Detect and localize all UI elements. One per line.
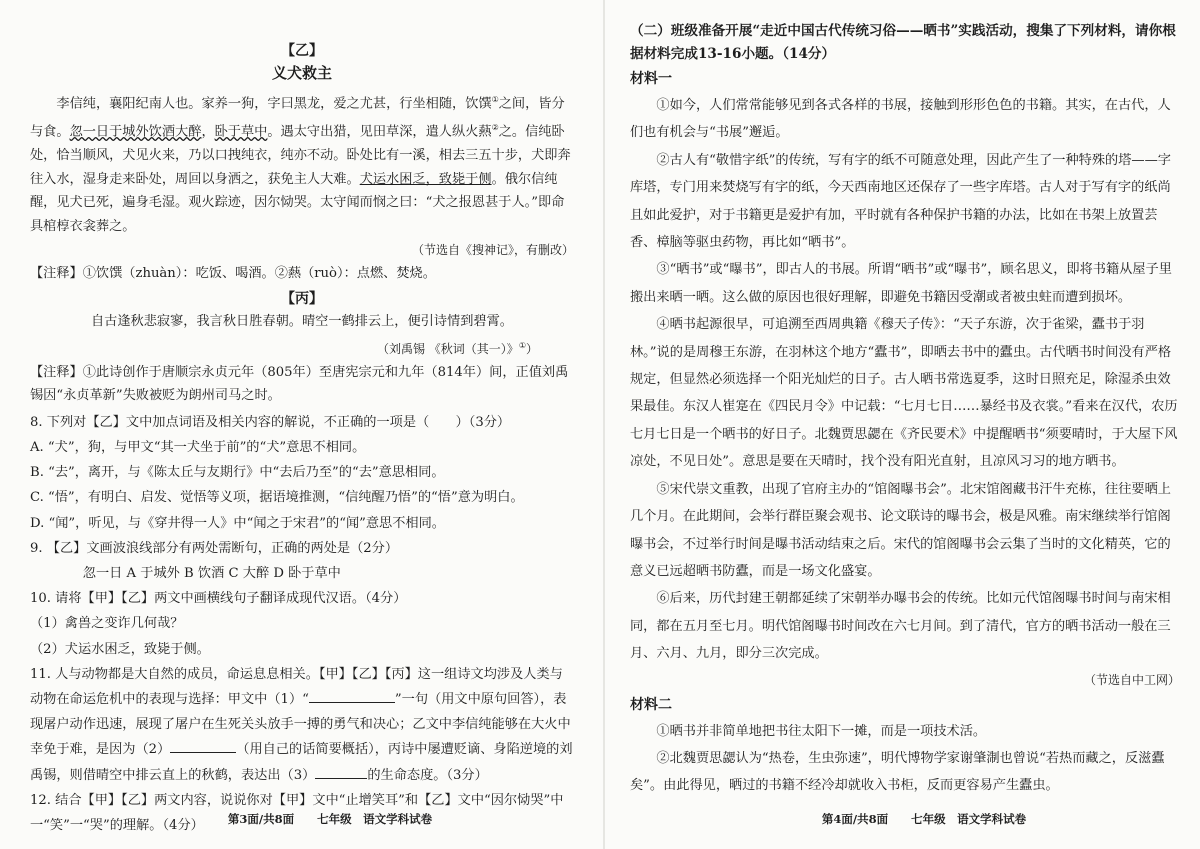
q8-option-d: D. “闻”，听见，与《穿井得一人》中“闻之于宋君”的“闻”意思不相同。: [30, 515, 445, 531]
material-2-title: 材料二: [630, 696, 672, 713]
right-footer: 第4面/共8面 七年级 语文学科试卷: [821, 812, 1027, 826]
bing-source-text: （刘禹锡 《秋词（其一）》: [376, 341, 519, 356]
yi-text-6: 。俄尔信纯醒，见犬已死，遍身毛湿。观火踪迹，因尔恸哭。太守闻而悯之曰：“犬之报恩甚于人。”即命具棺椁衣衾葬之。: [30, 171, 565, 234]
material-1-para-6: ⑥后来，历代封建王朝都延续了宋朝举办曝书会的传统。比如元代馆阁曝书时间与南宋相同，都在五月至七月。明代馆阁曝书时间改在六七月间。到了清代，官方的晒书活动一般在三月、六月、九月，即分三次完成。: [630, 591, 1171, 662]
yi-title: 义犬救主: [271, 64, 332, 82]
yi-heading: 【乙】: [281, 43, 323, 59]
material-2-para-2: ②北魏贾思勰认为“热卷，生虫弥速”，明代博物学家谢肇淛也曾说“若热而藏之，反滋蠹矣”。由此得见，晒过的书籍不经冷却就收入书柜，反而更容易产生蠹虫。: [630, 750, 1165, 794]
material-1-para-2: ②古人有“敬惜字纸”的传统，写有字的纸不可随意处理，因此产生了一种特殊的塔——字库塔，专门用来焚烧写有字的纸，今天西南地区还保存了一些字库塔。古人对于写有字的纸尚且如此爱护，对于书籍更是爱护有加，平时就有各种保护书籍的办法，比如在书架上放置芸香、樟脑等驱虫药物，再比如“晒书”。: [630, 152, 1171, 251]
q11-text-4: 的生命态度。（3分）: [367, 767, 488, 783]
yi-text-2: 之间，皆分与食。: [30, 96, 565, 140]
q11-blank-2[interactable]: [170, 738, 236, 753]
q11-blank-1[interactable]: [309, 688, 395, 703]
bing-source: [30, 334, 574, 361]
section-intro: （二）班级准备开展“走近中国古代传统习俗——晒书”实践活动，搜集了下列材料，请你根据材料完成13-16小题。（14分）: [630, 23, 1176, 62]
q9-sentence: 忽一日 A 于城外 B 饮酒 C 大醉 D 卧于草中: [82, 565, 341, 581]
q11-blank-3[interactable]: [315, 764, 367, 779]
q11: [30, 662, 574, 788]
q8-stem: 8. 下列对【乙】文中加点词语及相关内容的解说，不正确的一项是（ ）（3分）: [30, 414, 511, 430]
material-1-para-4: ④晒书起源很早，可追溯至西周典籍《穆天子传》：“天子东游，次于雀梁，蠹书于羽林。”说的是周穆王东游，在羽林这个地方“蠹书”，即晒去书中的蠹虫。古代晒书时间没有严格规定，但显然必须选择一个阳光灿烂的日子。古人晒书常选夏季，这时日照充足，除湿杀虫效果最佳。东汉人崔寔在《四民月令》中记载：“七月七日……暴经书及衣裳。”看来在汉代，农历七月七日是一个晒书的好日子。北魏贾思勰在《齐民要术》中提醒晒书“须要晴时，于大屋下风凉处，不见日处”。意思是要在天晴时，找个没有阳光直射，且凉风习习的地方晒书。: [630, 317, 1178, 470]
note-marker-1: ①: [491, 95, 499, 104]
material-1-para-1: ①如今，人们常常能够见到各式各样的书展，接触到形形色色的书籍。其实，在古代，人们也有机会与“书展”邂逅。: [630, 98, 1171, 141]
q11-text-2: ”一句（用文中原句回答），表现屠户动作迅速，展现了屠户在生死关头放手一搏的勇气和决心；乙文中李信纯能够在大火中幸免于难，是因为（2）: [30, 691, 571, 758]
bing-poem: 自古逢秋悲寂寥，我言秋日胜春朝。晴空一鹤排云上，便引诗情到碧霄。: [91, 313, 513, 329]
yi-underlined-sentence: 犬运水困乏，致毙于侧: [359, 171, 492, 187]
q10-item-1: （1）禽兽之变诈几何哉？: [30, 616, 184, 632]
left-footer: 第3面/共8面 七年级 语文学科试卷: [227, 812, 433, 826]
yi-source: （节选自《搜神记》，有删改）: [411, 243, 574, 258]
q9-stem: 9. 【乙】文画波浪线部分有两处需断句，正确的两处是（2分）: [30, 540, 399, 556]
q8-option-c: C. “悟”，有明白、启发、觉悟等义项，据语境推测，“信纯醒乃悟”的“悟”意为明白。: [30, 490, 524, 506]
page-gutter: [603, 0, 605, 849]
material-1-source: （节选自中工网）: [1083, 672, 1180, 687]
yi-text-3: ，: [201, 124, 215, 140]
q11-text-1: 11. 人与动物都是大自然的成员，命运息息相关。【甲】【乙】【丙】这一组诗文均涉及人类与动物在命运危机中的表现与选择：甲文中（1）“: [30, 666, 563, 707]
material-1-para-5: ⑤宋代崇文重教，出现了官府主办的“馆阁曝书会”。北宋馆阁藏书汗牛充栋，往往要晒上几个月。在此期间，会举行群臣聚会观书、论文联诗的曝书会，极是风雅。南宋继续举行馆阁曝书会，不过举行时间是曝书活动结束之后。宋代的馆阁曝书会云集了当时的文化精英，它的意义已远超晒书防蠹，而是一场文化盛宴。: [630, 481, 1171, 579]
bing-annotation: 【注释】①此诗创作于唐顺宗永贞元年（805年）至唐宪宗元和九年（814年）间，正值刘禹锡因“永贞革新”失败被贬为朗州司马之时。: [30, 364, 569, 404]
q12: 12. 结合【甲】【乙】两文内容，说说你对【甲】文中“止增笑耳”和【乙】文中“因尔恸哭”中一“笑”一“哭”的理解。（4分）: [30, 792, 564, 833]
right-page: [612, 0, 1200, 849]
material-1-para-3: ③“晒书”或“曝书”，即古人的书展。所谓“晒书”或“曝书”，顾名思义，即将书籍从屋子里搬出来晒一晒。这么做的原因也很好理解，即避免书籍因受潮或者被虫蛀而遭到损坏。: [630, 262, 1172, 305]
yi-passage: [30, 88, 574, 238]
q10-item-2: （2）犬运水困乏，致毙于侧。: [30, 641, 210, 657]
bing-heading: 【丙】: [281, 290, 323, 307]
yi-wavy-line-1: 忽一日于城外饮酒大醉: [69, 124, 202, 140]
material-1-title: 材料一: [630, 71, 672, 87]
material-2-para-1: ①晒书并非简单地把书往太阳下一摊，而是一项技术活。: [656, 723, 987, 739]
yi-wavy-line-2: 卧于草中: [214, 124, 268, 140]
note-marker-2: ②: [491, 122, 499, 132]
yi-annotation: 【注释】①饮馔（zhuàn）：吃饭、喝酒。②爇（ruò）：点燃、焚烧。: [30, 266, 436, 282]
bing-source-end: ）: [525, 341, 538, 356]
q8-option-a: A. “犬”，狗，与甲文“其一犬坐于前”的“犬”意思不相同。: [30, 439, 366, 455]
q8-option-b: B. “去”，离开，与《陈太丘与友期行》中“去后乃至”的“去”意思相同。: [30, 465, 445, 481]
yi-text-5: 之。信纯卧处，恰当顺风，犬见火来，乃以口拽纯衣，纯亦不动。卧处比有一溪，相去三五十步，犬即奔往入水，湿身走来卧处，周回以身洒之，获免主人大难。: [30, 124, 571, 187]
yi-text-4: 。遇太守出猎，见田草深，遣人纵火爇: [267, 124, 492, 140]
bing-note-marker: ①: [518, 340, 526, 350]
q11-text-3: （用自己的话简要概括），丙诗中屡遭贬谪、身陷逆境的刘禹锡，则借晴空中排云直上的秋鹤，表达出（3）: [30, 742, 573, 783]
q10-stem: 10. 请将【甲】【乙】两文中画横线句子翻译成现代汉语。（4分）: [30, 591, 407, 607]
yi-text-1: 李信纯，襄阳纪南人也。家养一狗，字曰黑龙，爱之尤甚，行坐相随，饮馔: [56, 96, 492, 112]
